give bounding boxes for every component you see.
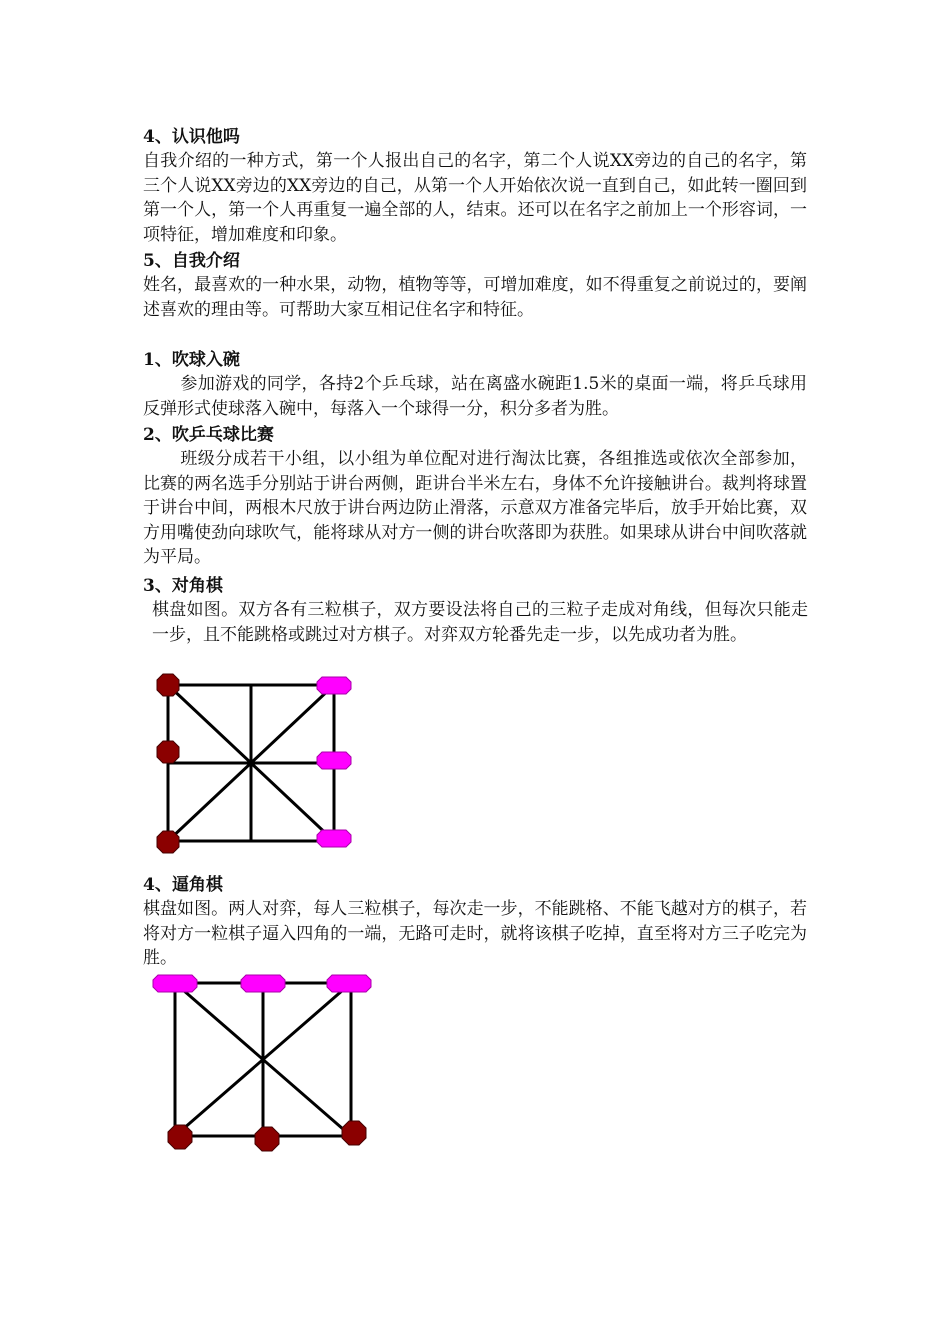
pink-piece: [317, 830, 351, 847]
dark-piece: [157, 674, 179, 696]
section-4-body: 自我介绍的一种方式，第一个人报出自己的名字，第二个人说XX旁边的自己的名字，第三个人说XX旁边的XX旁边的自己，从第一个人开始依次说一直到自己，如此转一圈回到第一个人，第一个人再重复一遍全部的人，结束。还可以在名字之前加上一个形容词，一项特征，增加难度和印象。: [143, 151, 807, 245]
game-1-body: 参加游戏的同学，各持2个乒乓球，站在离盛水碗距1.5米的桌面一端，将乒乓球用反弹形式使球落入碗中，每落入一个球得一分，积分多者为胜。: [143, 374, 807, 419]
pink-pieces: [153, 975, 371, 992]
game-2-body: 班级分成若干小组，以小组为单位配对进行淘汰比赛，各组推选或依次全部参加，比赛的两名选手分别站于讲台两侧，距讲台半米左右，身体不允许接触讲台。裁判将球置于讲台中间，两根木尺放于讲台两边防止滑落，示意双方准备完毕后，放手开始比赛，双方用嘴使劲向球吹气，能将球从对方一侧的讲台吹落即为获胜。如果球从讲台中间吹落就为平局。: [143, 449, 807, 567]
pink-piece: [153, 975, 197, 992]
pink-piece: [327, 975, 371, 992]
dark-piece: [157, 831, 179, 853]
section-5-body: 姓名，最喜欢的一种水果，动物，植物等等，可增加难度，如不得重复之前说过的，要阐述喜欢的理由等。可帮助大家互相记住名字和特征。: [143, 275, 807, 320]
pink-piece: [241, 975, 285, 992]
game-3-title: 3、对角棋: [143, 576, 223, 596]
diagonal-chess-board: [150, 672, 360, 858]
game-2-title: 2、吹乒乓球比赛: [143, 425, 274, 445]
dark-piece: [157, 741, 179, 763]
section-4-title: 4、认识他吗: [143, 127, 240, 147]
game-4-title: 4、逼角棋: [143, 875, 223, 895]
board-lines: [168, 685, 334, 841]
game-1-title: 1、吹球入碗: [143, 350, 240, 370]
dark-piece: [255, 1127, 279, 1151]
pink-piece: [317, 752, 351, 769]
dark-piece: [342, 1121, 366, 1145]
corner-chess-board: [150, 972, 380, 1152]
section-5-title: 5、自我介绍: [143, 251, 240, 271]
board-lines: [175, 983, 351, 1136]
dark-piece: [168, 1125, 192, 1149]
pink-piece: [317, 677, 351, 694]
game-3-body: 棋盘如图。双方各有三粒棋子，双方要设法将自己的三粒子走成对角线，但每次只能走一步，且不能跳格或跳过对方棋子。对弈双方轮番先走一步，以先成功者为胜。: [152, 600, 808, 645]
game-4-body: 棋盘如图。两人对弈，每人三粒棋子，每次走一步，不能跳格、不能飞越对方的棋子，若将对方一粒棋子逼入四角的一端，无路可走时，就将该棋子吃掉，直至将对方三子吃完为胜。: [143, 899, 807, 968]
